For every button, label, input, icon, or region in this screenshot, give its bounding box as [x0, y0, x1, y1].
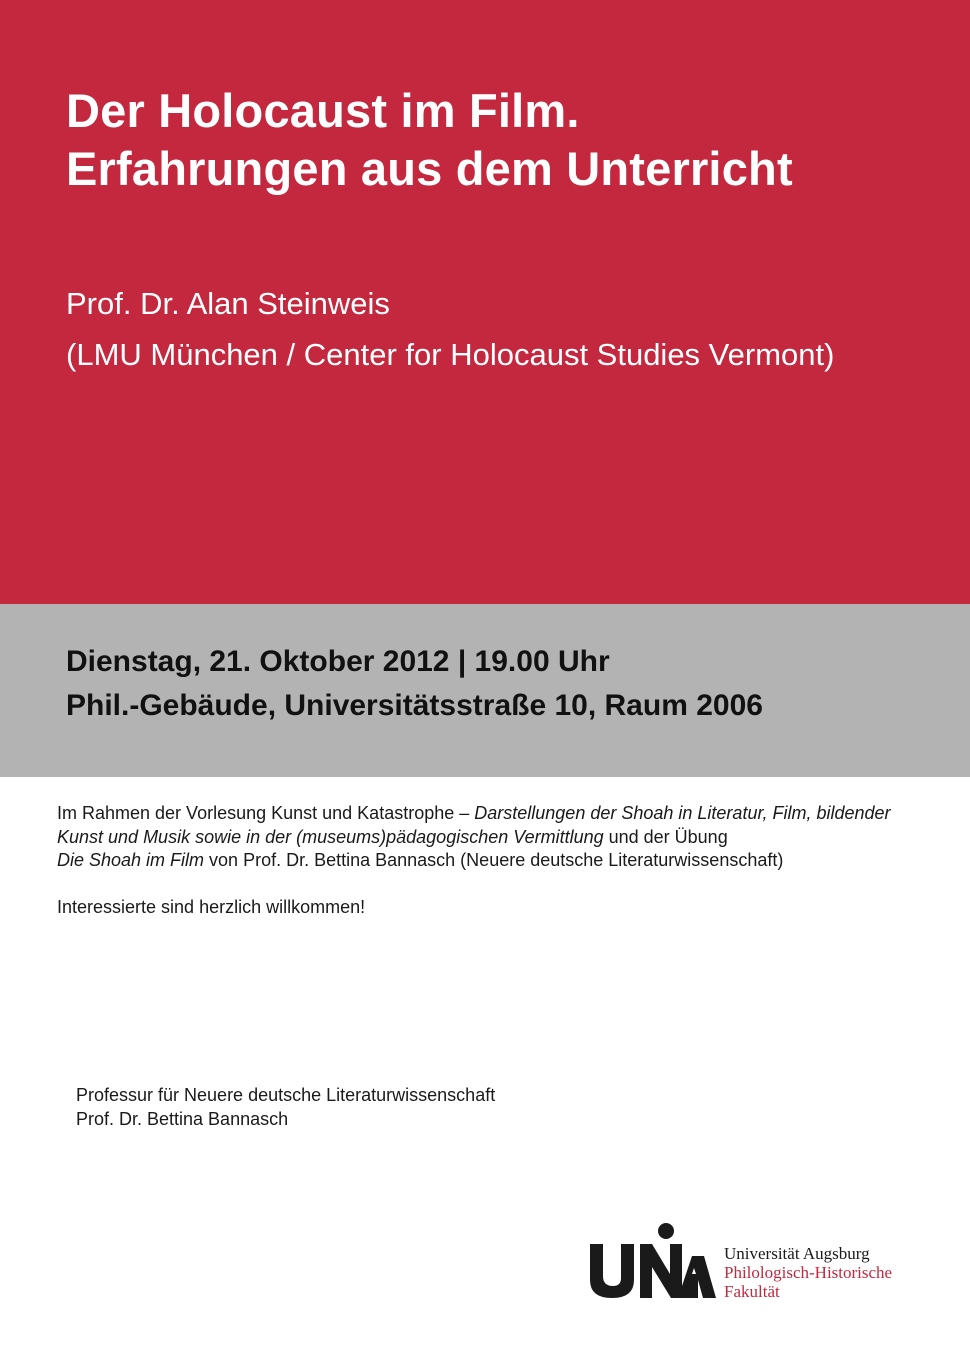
event-location: Phil.-Gebäude, Universitätsstraße 10, Raum 2006 — [66, 689, 763, 722]
header-band — [0, 0, 970, 604]
speaker-block — [66, 278, 834, 380]
organizer-professor: Prof. Dr. Bettina Bannasch — [76, 1108, 289, 1129]
event-title — [66, 82, 793, 198]
speaker-name: Prof. Dr. Alan Steinweis — [66, 286, 390, 321]
event-description — [57, 802, 917, 919]
speaker-affiliation: (LMU München / Center for Holocaust Studies Vermont) — [66, 337, 835, 372]
event-date-time: Dienstag, 21. Oktober 2012 | 19.00 Uhr — [66, 645, 610, 678]
university-name: Universität Augsburg — [724, 1244, 870, 1263]
description-connector: und der Übung — [603, 826, 728, 847]
event-info-band — [0, 604, 970, 777]
description-intro: Im Rahmen der Vorlesung Kunst und Katastrophe – — [57, 803, 475, 823]
university-logo — [588, 1222, 928, 1302]
faculty-name-line-2: Fakultät — [724, 1282, 780, 1301]
logo-wordmark — [724, 1244, 892, 1301]
logo-dot — [658, 1223, 674, 1239]
title-line-2: Erfahrungen aus dem Unterricht — [66, 142, 793, 195]
logo-letter-n — [640, 1244, 682, 1298]
event-info — [66, 640, 763, 728]
title-line-1: Der Holocaust im Film. — [66, 84, 580, 137]
lecture-title: Darstellungen der Shoah in Literatur, Film, bildender Kunst und Musik sowie in der (museums)pädagogischen Vermittlung — [57, 803, 891, 847]
exercise-title: Die Shoah im Film — [57, 850, 205, 870]
faculty-name-line-1: Philologisch-Historische — [724, 1263, 893, 1282]
organizer-block — [76, 1084, 495, 1131]
unia-logo-mark — [588, 1222, 718, 1302]
description-lecturer: von Prof. Dr. Bettina Bannasch (Neuere deutsche Literaturwissenschaft) — [204, 850, 784, 870]
description-paragraph — [57, 802, 917, 873]
logo-letter-u — [590, 1244, 634, 1298]
organizer-chair: Professur für Neuere deutsche Literaturwissenschaft — [76, 1085, 496, 1105]
spacer — [57, 873, 917, 896]
logo-letter-a — [678, 1256, 716, 1298]
welcome-text: Interessierte sind herzlich willkommen! — [57, 896, 366, 917]
